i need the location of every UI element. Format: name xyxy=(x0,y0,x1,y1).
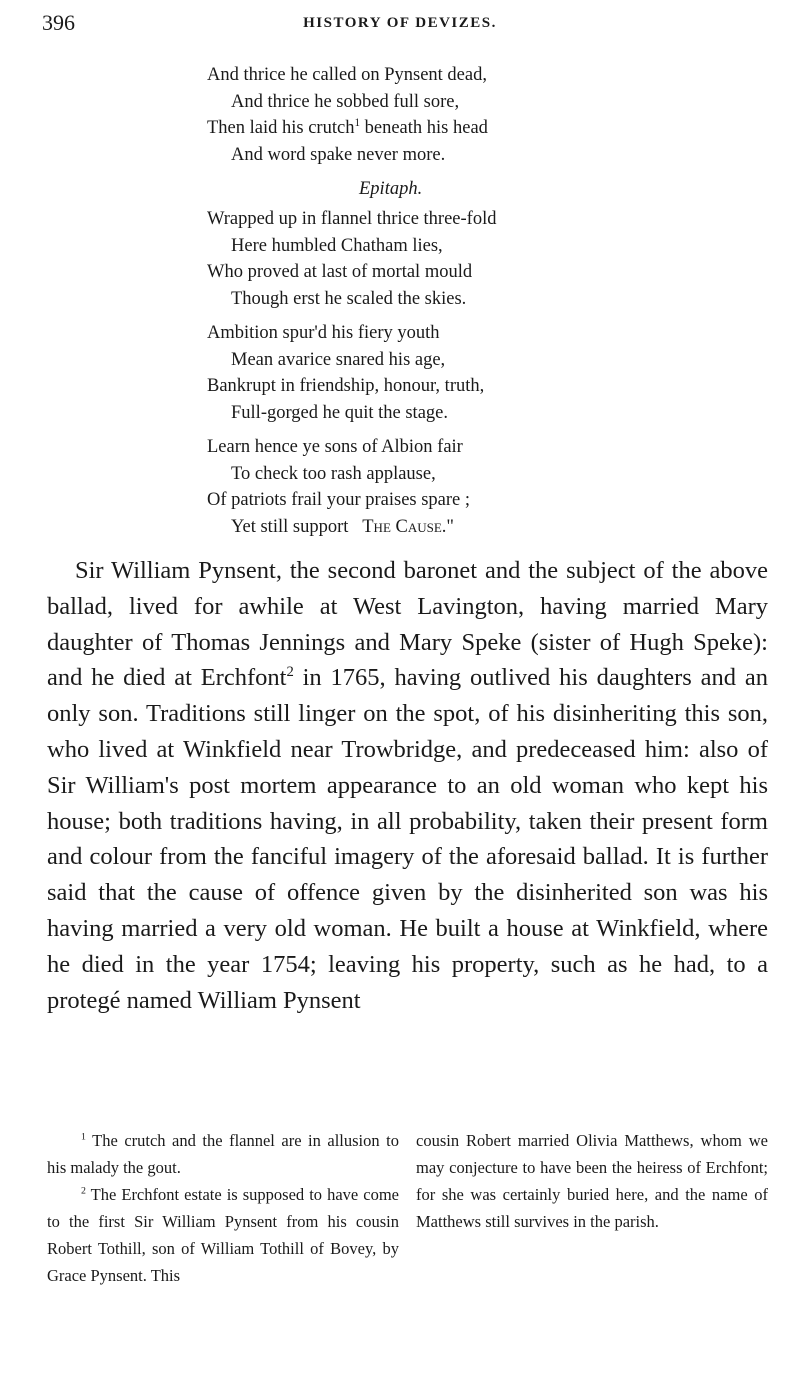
poem-line: Learn hence ye sons of Albion fair xyxy=(207,437,463,457)
poem-line-part: Then laid his crutch xyxy=(207,118,355,138)
footnote-2-text: The Erchfont estate is supposed to have come to the first Sir William Pynsent from his cousin Robert Tothill, son of William Tothill of Bovey, by Grace Pynsent. This xyxy=(47,1185,399,1285)
poem-line xyxy=(207,514,687,541)
main-paragraph xyxy=(47,553,768,1018)
poem-line: Here humbled Chatham lies, xyxy=(231,235,443,256)
footnote-2-continuation: cousin Robert married Olivia Matthews, whom we may conjecture to have been the heiress of Erchfont; for she was certainly buried here, and the name of Matthews still survives in the parish. xyxy=(416,1131,768,1231)
footnote-column-left xyxy=(47,1127,399,1289)
poem-line xyxy=(207,115,687,142)
poem-line: Mean avarice snared his age, xyxy=(231,349,446,370)
footnotes xyxy=(47,1127,768,1289)
poem-line: Wrapped up in flannel thrice three-fold xyxy=(207,209,497,229)
poem-line: Ambition spur'd his fiery youth xyxy=(207,323,440,343)
epitaph-heading: Epitaph. xyxy=(359,179,423,199)
poem-line: To check too rash applause, xyxy=(231,463,436,484)
running-head: HISTORY OF DEVIZES. xyxy=(303,15,497,31)
paragraph-part-2: in 1765, having outlived his daughters and an only son. Traditions still linger on the spot, of his disinheriting this son, who lived at Winkfield near Trowbridge, and predeceased him: also of Sir William's post mortem appearance to an old woman who kept his house; both traditions having, in all probability, taken their present form and colour from the fanciful imagery of the aforesaid ballad. It is further said that the cause of offence given by the disinherited son was his having married a very old woman. He built a house at Winkfield, where he died in the year 1754; leaving his property, such as he had, to a protegé named William Pynsent xyxy=(47,664,768,1014)
stanza-1 xyxy=(207,62,687,168)
footnote-2-number: 2 xyxy=(81,1185,86,1197)
stanza-2 xyxy=(207,206,687,312)
poem-line-part: Yet still support xyxy=(231,516,349,537)
paragraph xyxy=(47,553,768,1018)
footnote-ref-1: 1 xyxy=(354,116,360,129)
page-number: 396 xyxy=(42,10,75,35)
footnote-1-number: 1 xyxy=(81,1131,86,1143)
paragraph-part-1: Sir William Pynsent, the second baronet and the subject of the above ballad, lived for awhile at West Lavington, having married Mary daughter of Thomas Jennings and Mary Speke (sister of Hugh Speke): and he died at Erchfont xyxy=(47,557,768,692)
stanza-3 xyxy=(207,320,687,426)
the-cause-smallcaps: The Cause." xyxy=(362,516,454,537)
poem-line: Of patriots frail your praises spare ; xyxy=(207,490,471,510)
footnote-1-text: The crutch and the flannel are in allusion to his malady the gout. xyxy=(47,1131,399,1177)
footnote-2 xyxy=(47,1181,399,1289)
poem-line: Though erst he scaled the skies. xyxy=(231,288,467,309)
poem-line: Who proved at last of mortal mould xyxy=(207,262,473,282)
poem-line: Full-gorged he quit the stage. xyxy=(231,402,448,423)
poem-line-part: beneath his head xyxy=(364,118,488,138)
poem-line: And thrice he sobbed full sore, xyxy=(231,91,460,112)
footnote-column-right xyxy=(416,1127,768,1289)
footnote-1 xyxy=(47,1127,399,1181)
footnote-ref-2: 2 xyxy=(286,664,294,681)
stanza-4 xyxy=(207,434,687,540)
poem-line: And word spake never more. xyxy=(231,144,446,165)
poem-line: And thrice he called on Pynsent dead, xyxy=(207,65,487,85)
poem-line: Bankrupt in friendship, honour, truth, xyxy=(207,376,485,396)
ballad-poem xyxy=(207,62,687,548)
